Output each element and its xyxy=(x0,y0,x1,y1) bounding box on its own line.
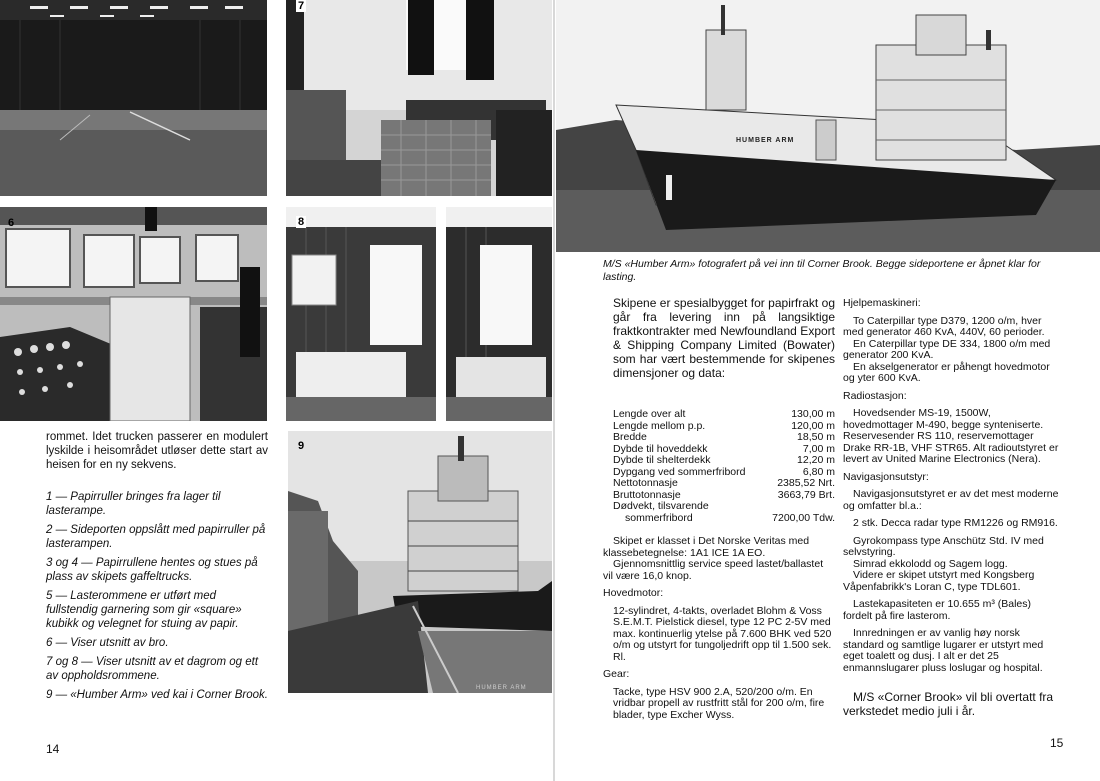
nav-text: Gyrokompass type Anschütz Std. IV med selvstyring. xyxy=(843,534,1044,558)
speed-text: Gjennomsnittlig service speed lastet/ballastet vil være 16,0 knop. xyxy=(603,558,824,582)
specs-table xyxy=(613,409,835,524)
hjelpe-text: En akselgenerator er påhengt hovedmotor og yter 600 KvA. xyxy=(843,360,1050,384)
nav-text: Simrad ekkolodd og Sagem logg. xyxy=(853,557,1008,570)
photo-number: 7 xyxy=(298,0,305,12)
caption-item: 3 og 4 — Papirrullene hentes og stues på plass av skipets gaffeltrucks. xyxy=(46,557,258,583)
closing-text: M/S «Corner Brook» vil bli overtatt fra verkstedet medio juli i år. xyxy=(843,690,1054,718)
caption-item: 2 — Sideporten oppslått med papirruller på lasterampen. xyxy=(46,524,266,550)
photo-captions-list xyxy=(46,490,270,707)
radio-title: Radiostasjon: xyxy=(843,389,907,402)
right-column-1-lower xyxy=(603,536,835,727)
caption-item: 9 — «Humber Arm» ved kai i Corner Brook. xyxy=(46,689,268,701)
photo-cabins xyxy=(286,207,552,421)
page-number-left: 14 xyxy=(46,742,60,756)
hull-name: HUMBER ARM xyxy=(736,137,795,144)
left-intro-text: rommet. Idet trucken passerer en modulert lyskilde i heisområdet utløser dette start av heisen for en ny sekvens. xyxy=(46,431,268,471)
caption-item: 6 — Viser utsnitt av bro. xyxy=(46,637,169,649)
photo-bridge xyxy=(0,207,267,421)
class-text: Skipet er klasset i Det Norske Veritas med klassebetegnelse: 1A1 ICE 1A EO. xyxy=(603,535,810,559)
spec-row: Lengde mellom p.p. 120,00 m xyxy=(613,419,835,432)
innredning-text: Innredningen er av vanlig høy norsk standard og samtlige lugarer er utstyrt med eget toalett og dusj. I alt er det 25 enmannslugarer pluss loslugar og hospital. xyxy=(843,627,1044,674)
hjelpe-text: To Caterpillar type D379, 1200 o/m, hver med generator 460 KvA, 440V, 60 perioder. xyxy=(843,314,1045,338)
caption-item: 7 og 8 — Viser utsnitt av et dagrom og ett av oppholdsrommene. xyxy=(46,656,259,682)
photo-caption-main: M/S «Humber Arm» fotografert på vei inn til Corner Brook. Begge sideportene er åpnet klar for lasting. xyxy=(603,258,1041,283)
photo-humber-arm xyxy=(556,0,1100,252)
spec-row: Dybde til hoveddekk 7,00 m xyxy=(613,442,835,455)
photo-number: 9 xyxy=(298,440,305,452)
spec-row: sommerfribord 7200,00 Tdw. xyxy=(625,511,835,524)
spec-row: Dypgang ved sommerfribord 6,80 m xyxy=(613,465,835,478)
hjelpe-text: En Caterpillar type DE 334, 1800 o/m med generator 200 KvA. xyxy=(843,337,1051,361)
photo-ship-at-quay xyxy=(288,431,552,693)
spec-row: Bredde 18,50 m xyxy=(613,431,835,443)
nav-text: 2 stk. Decca radar type RM1226 og RM916. xyxy=(853,517,1058,529)
page-number-right: 15 xyxy=(1050,736,1064,750)
hull-name-small: HUMBER ARM xyxy=(476,685,527,691)
laste-text: Lastekapasiteten er 10.655 m³ (Bales) fordelt på fire lasterom. xyxy=(843,598,1032,622)
page-gutter xyxy=(553,0,555,781)
photo-number: 8 xyxy=(298,216,305,228)
gear-title: Gear: xyxy=(603,668,630,680)
photo-cargo-hold xyxy=(0,0,267,196)
radio-text: Hovedsender MS-19, 1500W, hovedmottager M-490, begge synteniserte. Reservesender RS 110, reservemottager Drake RR-1B, VHF STR65. Alt radioutstyret er levert av United Marine Electronics (Nera). xyxy=(843,407,1059,465)
right-column-2 xyxy=(843,298,1063,680)
spec-row: Lengde over alt 130,00 m xyxy=(613,408,835,420)
photo-number: 6 xyxy=(8,217,15,229)
right-intro-text: Skipene er spesialbygget for papirfrakt og går fra levering inn på langsiktige fraktkontrakter med Newfoundland Export & Shipping Company Limited (Bowater) som har vært bestemmende for skipenes dimensjoner og data: xyxy=(613,296,835,380)
spec-row: Dødvekt, tilsvarende xyxy=(613,500,709,512)
photo-lounge xyxy=(286,0,552,196)
nav-text: Navigasjonsutstyret er av det mest moderne og omfatter bl.a.: xyxy=(843,488,1059,512)
spec-row: Dybde til shelterdekk 12,20 m xyxy=(613,454,835,466)
nav-title: Navigasjonsutstyr: xyxy=(843,470,929,483)
hovedmotor-text: 12-sylindret, 4-takts, overladet Blohm & Voss S.E.M.T. Pielstick diesel, type 12 PC 2-5V med max. kontinuerlig ytelse på 7.600 BHK ved 520 o/m og utstyrt for tungoljedrift opp til 1.500 sek. Rl. xyxy=(613,604,832,663)
caption-item: 5 — Lasterommene er utført med fullstendig garnering som gir «square» kubikk og velegnet for stuing av papir. xyxy=(46,590,242,630)
caption-item: 1 — Papirruller bringes fra lager til lasterampe. xyxy=(46,491,221,517)
nav-text: Videre er skipet utstyrt med Kongsberg Våpenfabrikk's Loran C, type TDL601. xyxy=(843,569,1035,593)
gear-text: Tacke, type HSV 900 2.A, 520/200 o/m. En vridbar propell av rustfritt stål for 200 o/m, fire blader, type Excher Wyss. xyxy=(613,685,825,721)
hovedmotor-title: Hovedmotor: xyxy=(603,587,664,599)
hjelpe-title: Hjelpemaskineri: xyxy=(843,297,921,309)
spec-row: Bruttotonnasje 3663,79 Brt. xyxy=(613,488,835,501)
spec-row: Nettotonnasje 2385,52 Nrt. xyxy=(613,477,835,489)
